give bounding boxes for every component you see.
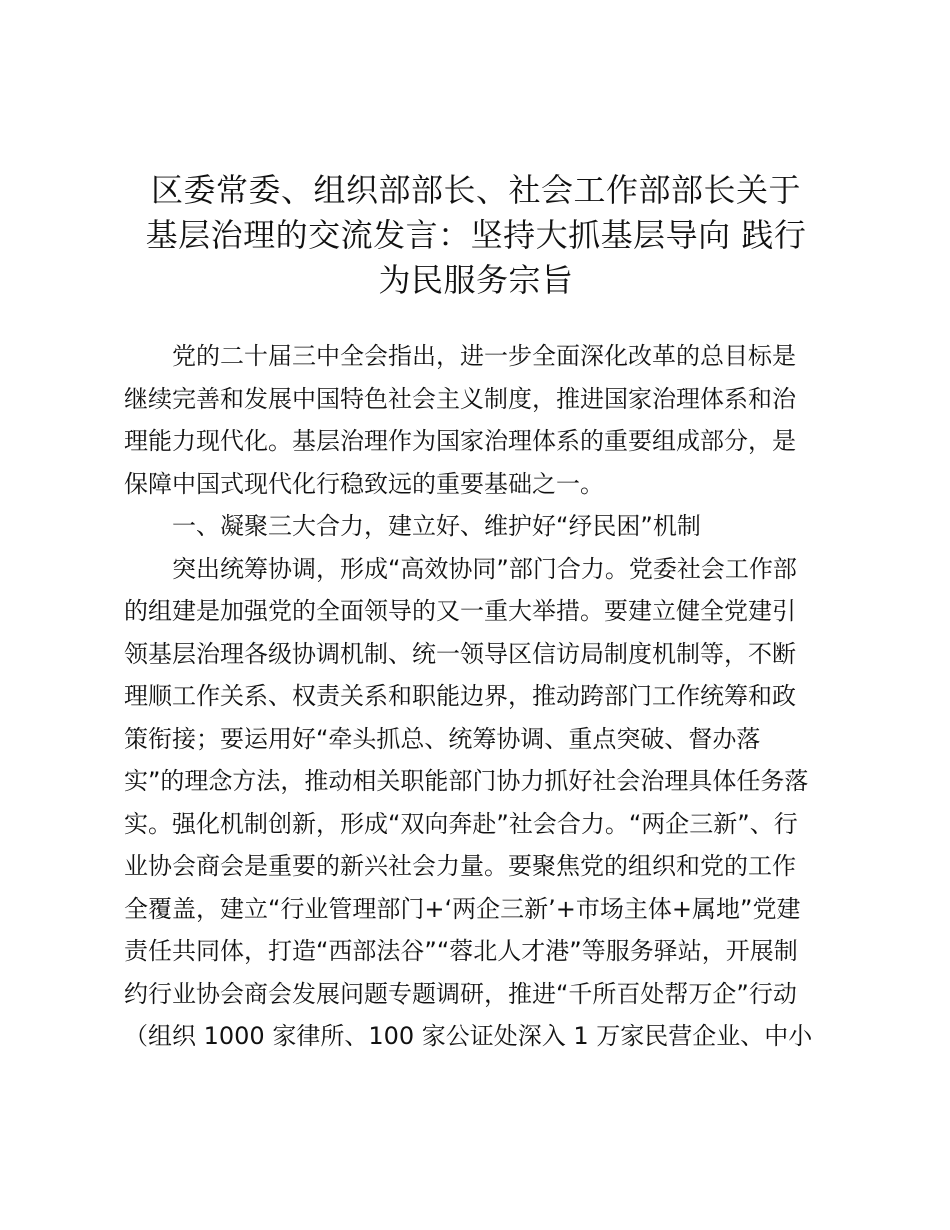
paragraph-line: 实。强化机制创新，形成“双向奔赴”社会合力。“两企三新”、行: [124, 809, 798, 838]
title-line: 基层治理的交流发言：坚持大抓基层导向 践行: [145, 216, 807, 254]
paragraph-line: 业协会商会是重要的新兴社会力量。要聚焦党的组织和党的工作: [124, 852, 796, 880]
title-line: 区委常委、组织部部长、社会工作部部长关于: [150, 171, 801, 209]
section-heading: 一、凝聚三大合力，建立好、维护好“纾民困”机制: [172, 512, 701, 540]
paragraph-line: （组织 1000 家律所、100 家公证处深入 1 万家民营企业、中小: [124, 1022, 813, 1050]
paragraph-line: 约行业协会商会发展问题专题调研，推进“千所百处帮万企”行动: [124, 979, 797, 1008]
paragraph-line: 全覆盖，建立“行业管理部门+‘两企三新’+市场主体+属地”党建: [124, 894, 801, 923]
document-body: [124, 335, 834, 1058]
paragraph-line: 理顺工作关系、权责关系和职能边界，推动跨部门工作统筹和政: [124, 682, 796, 710]
paragraph-line: 领基层治理各级协调机制、统一领导区信访局制度机制等，不断: [124, 639, 796, 668]
paragraph-line: 突出统筹协调，形成“高效协同”部门合力。党委社会工作部: [172, 554, 797, 583]
title-line: 为民服务宗旨: [378, 261, 574, 299]
paragraph-line: 继续完善和发展中国特色社会主义制度，推进国家治理体系和治: [124, 384, 796, 413]
paragraph-line: 党的二十届三中全会指出，进一步全面深化改革的总目标是: [172, 342, 796, 370]
document-title: [118, 168, 834, 303]
paragraph-line: 责任共同体，打造“西部法谷”“蓉北人才港”等服务驿站，开展制: [124, 937, 798, 965]
paragraph-line: 的组建是加强党的全面领导的又一重大举措。要建立健全党建引: [124, 597, 796, 625]
paragraph-line: 策衔接；要运用好“牵头抓总、统筹协调、重点突破、督办落: [124, 724, 761, 753]
paragraph-line: 理能力现代化。基层治理作为国家治理体系的重要组成部分，是: [124, 427, 796, 455]
paragraph-line: 实”的理念方法，推动相关职能部门协力抓好社会治理具体任务落: [124, 767, 809, 795]
paragraph-line: 保障中国式现代化行稳致远的重要基础之一。: [124, 469, 604, 498]
